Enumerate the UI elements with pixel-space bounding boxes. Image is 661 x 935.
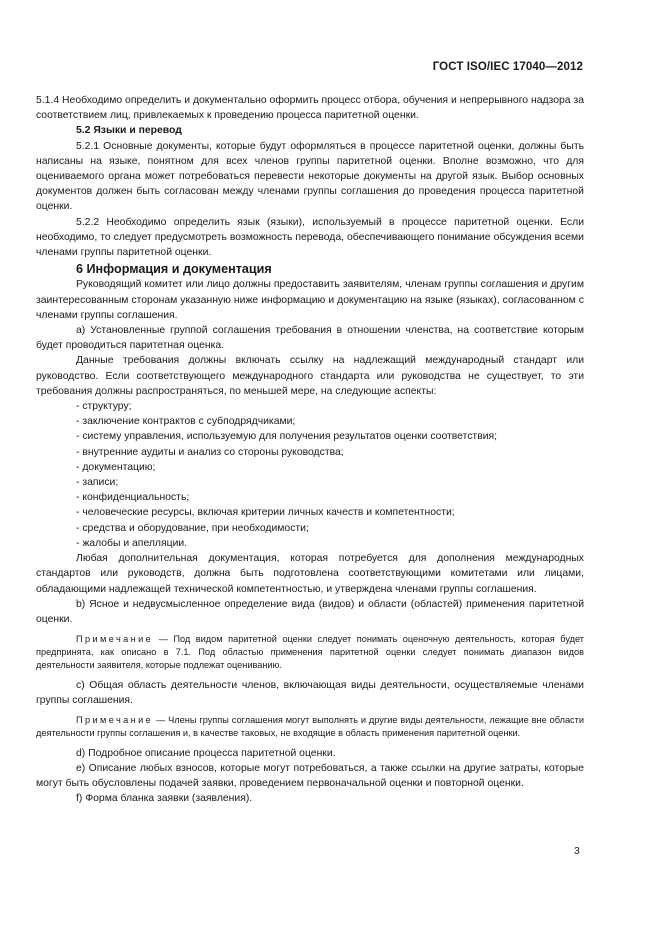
note-text: — Члены группы соглашения могут выполнять и другие виды деятельности, лежащие вне области деятельности группы соглашения и, в качестве таковых, не входящие в область применения паритетной оценки.: [36, 714, 584, 738]
list-item: - структуру;: [76, 401, 132, 413]
note-2: [36, 714, 584, 740]
item-e: e) Описание любых взносов, которые могут потребоваться, а также ссылки на другие затраты, которые могут быть обусловлены подачей заявки, проведением первоначальной оценки и повторной оценки.: [36, 762, 584, 789]
note-text: — Под видом паритетной оценки следует понимать оценочную деятельность, которая будет предпринята, как описано в 7.1. Под областью применения паритетной оценки следует понимать диапазон видов деятельности заявителя, которые подлежат оцениванию.: [36, 634, 584, 670]
page-number: 3: [574, 846, 580, 857]
note-1: [36, 633, 584, 671]
item-a: a) Установленные группой соглашения требования в отношении членства, на соответствие которым будет проводиться паритетная оценка.: [36, 325, 584, 352]
item-f: f) Форма бланка заявки (заявления).: [76, 793, 253, 805]
aspects-list: [76, 399, 584, 551]
standard-code: ГОСТ ISO/IEC 17040—2012: [432, 61, 583, 73]
list-item: - конфиденциальность;: [76, 492, 190, 504]
list-item: - человеческие ресурсы, включая критерии личных качеств и компетентности;: [76, 507, 455, 519]
item-b: b) Ясное и недвусмысленное определение вида (видов) и области (областей) применения паритетной оценки.: [36, 598, 584, 625]
item-d: d) Подробное описание процесса паритетной оценки.: [76, 747, 336, 759]
list-item: - жалобы и апелляции.: [76, 537, 188, 549]
list-item: - документацию;: [76, 461, 156, 473]
note-label: Примечание: [76, 634, 154, 645]
note-label: Примечание: [76, 714, 154, 725]
clause-5-2-1: 5.2.1 Основные документы, которые будут оформляться в процессе паритетной оценки, должны быть написаны на языке, понятном для всех членов группы паритетной оценки. Вполне возможно, что для оцениваемого органа может потребоваться перевести некоторые документы на другой язык. Выбор основных документов должен быть согласован между членами группы соглашения до проведения процесса паритетной оценки.: [36, 140, 584, 213]
list-item: - средства и оборудование, при необходимости;: [76, 522, 309, 534]
list-item: - заключение контрактов с субподрядчиками;: [76, 416, 296, 428]
list-item: - систему управления, используемую для получения результатов оценки соответствия;: [76, 431, 498, 443]
clause-5-1-4: 5.1.4 Необходимо определить и документально оформить процесс отбора, обучения и непрерывного надзора за соответствием лиц, привлекаемых к проведению процесса паритетной оценки.: [36, 95, 584, 122]
list-item: - записи;: [76, 477, 119, 489]
section-6-title: 6 Информация и документация: [76, 262, 272, 277]
section-6-intro: Руководящий комитет или лицо должны предоставить заявителям, членам группы соглашения и другим заинтересованным сторонам указанную ниже информацию и документацию на языке (языках), согласованном с членами группы соглашения.: [36, 279, 584, 321]
list-item: - внутренние аудиты и анализ со стороны руководства;: [76, 446, 344, 458]
item-a-continuation: Данные требования должны включать ссылку на надлежащий международный стандарт или руководство. Если соответствующего международного стандарта или руководства не существует, то эти требования должны распространяться, по меньшей мере, на следующие аспекты:: [36, 355, 584, 397]
page-content: [36, 93, 584, 806]
clause-5-2-2: 5.2.2 Необходимо определить язык (языки), используемый в процессе паритетной оценки. Если необходимо, то следует предусмотреть возможность перевода, обеспечивающего понимание обсуждения всеми членами группы паритетной оценки.: [36, 216, 584, 259]
additional-documentation: Любая дополнительная документация, которая потребуется для дополнения международных стандартов или руководств, должна быть подготовлена соответствующими комитетами или лицами, обладающими надлежащей технической компетентностью, и утверждена членами группы соглашения.: [36, 553, 584, 595]
clause-5-2-title: 5.2 Языки и перевод: [76, 125, 182, 137]
item-c: c) Общая область деятельности членов, включающая виды деятельности, осуществляемые членами группы соглашения.: [36, 679, 584, 706]
